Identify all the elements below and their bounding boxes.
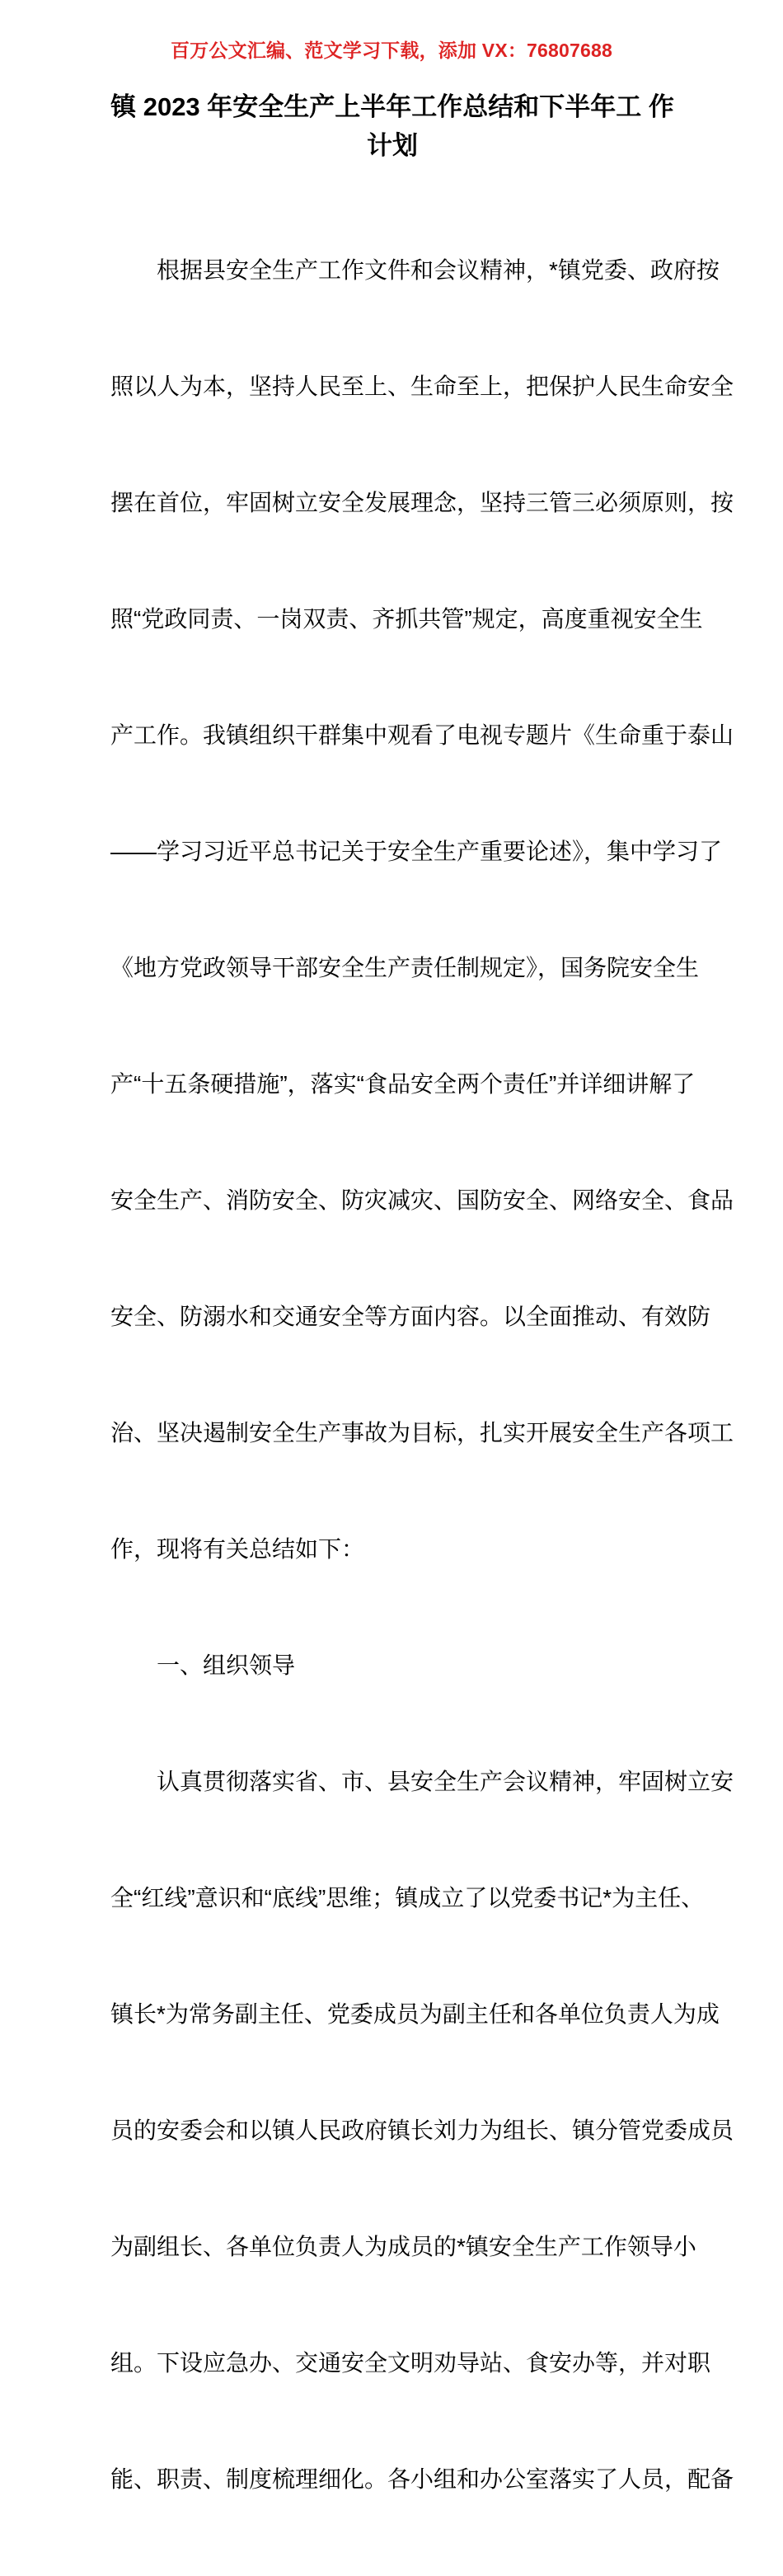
paragraph-line: 照以人为本，坚持人民至上、生命至上，把保护人民生命安全 bbox=[110, 374, 734, 399]
paragraph-line: 为副组长、各单位负责人为成员的*镇安全生产工作领导小 bbox=[110, 2234, 696, 2259]
paragraph-line: 作，现将有关总结如下： bbox=[110, 1536, 365, 1562]
paragraph-line: 产工作。我镇组织干群集中观看了电视专题片《生命重于泰山 bbox=[110, 722, 734, 748]
document-title-line-1: 镇 2023 年安全生产上半年工作总结和下半年工 bbox=[110, 92, 642, 121]
paragraph-line: 镇长*为常务副主任、党委成员为副主任和各单位负责人为成 bbox=[110, 2001, 720, 2027]
document-title bbox=[110, 87, 674, 165]
paragraph-line: 员的安委会和以镇人民政府镇长刘力为组长、镇分管党委成员 bbox=[110, 2118, 734, 2143]
paragraph-section-1-body bbox=[110, 1685, 734, 2576]
paragraph-line: 《地方党政领导干部安全生产责任制规定》，国务院安全生 bbox=[110, 955, 700, 980]
paragraph-intro bbox=[110, 173, 734, 1646]
paragraph-line: 全“红线”意识和“底线”思维；镇成立了以党委书记*为主任、 bbox=[110, 1885, 705, 1911]
paragraph-line: 能、职责、制度梳理细化。各小组和办公室落实了人员，配备 bbox=[110, 2466, 734, 2492]
document-title-line-2: 作计划 bbox=[367, 92, 674, 160]
paragraph-line: ——学习习近平总书记关于安全生产重要论述》，集中学习了 bbox=[110, 839, 723, 864]
paragraph-line: 安全、防溺水和交通安全等方面内容。以全面推动、有效防 bbox=[110, 1304, 711, 1329]
paragraph-line: 组。下设应急办、交通安全文明劝导站、食安办等，并对职 bbox=[110, 2350, 711, 2376]
paragraph-line: 照“党政同责、一岗双责、齐抓共管”规定，高度重视安全生 bbox=[110, 606, 703, 632]
paragraph-line: 认真贯彻落实省、市、县安全生产会议精神，牢固树立安 bbox=[110, 1769, 734, 1794]
promo-watermark-banner bbox=[0, 36, 783, 68]
paragraph-line: 摆在首位，牢固树立安全发展理念，坚持三管三必须原则，按 bbox=[110, 490, 734, 515]
section-heading-1: 一、组织领导 bbox=[110, 1652, 296, 1678]
paragraph-line: 安全生产、消防安全、防灾减灾、国防安全、网络安全、食品 bbox=[110, 1187, 734, 1213]
promo-watermark-text: 百万公文汇编、范文学习下载，添加 VX：76807688 bbox=[170, 40, 612, 61]
paragraph-line: 产“十五条硬措施”，落实“食品安全两个责任”并详细讲解了 bbox=[110, 1071, 696, 1097]
paragraph-line: 治、坚决遏制安全生产事故为目标，扎实开展安全生产各项工 bbox=[110, 1420, 734, 1445]
document-body bbox=[110, 87, 734, 2576]
paragraph-line: 根据县安全生产工作文件和会议精神，*镇党委、政府按 bbox=[110, 257, 720, 283]
